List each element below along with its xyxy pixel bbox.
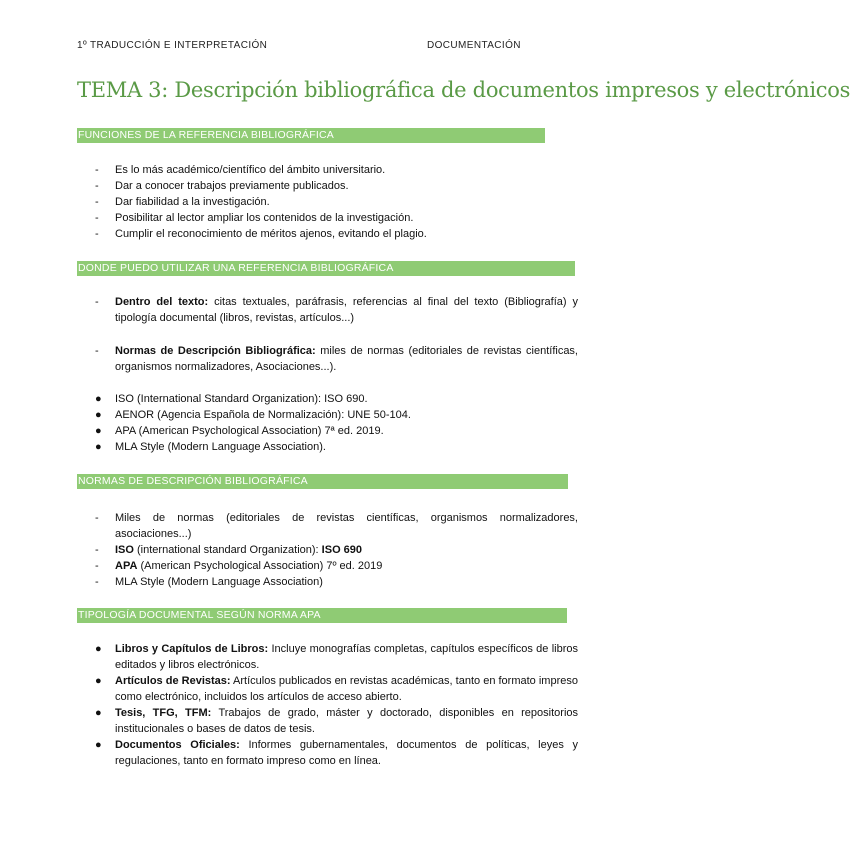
section-heading-donde: DONDE PUEDO UTILIZAR UNA REFERENCIA BIBLIOGRÁFICA (77, 261, 575, 276)
list-normas-dash (95, 343, 578, 375)
list-item: ● ISO (International Standard Organization): ISO 690. (95, 393, 368, 405)
list-item: - Miles de normas (editoriales de revistas científicas, organismos normalizadores, asociaciones...) (95, 512, 578, 540)
list-item: - MLA Style (Modern Language Association) (95, 576, 323, 588)
page-title: TEMA 3: Descripción bibliográfica de documentos impresos y electrónicos (77, 78, 850, 102)
list-item: ● APA (American Psychological Association) 7ª ed. 2019. (95, 425, 384, 437)
list-item: - Dentro del texto: citas textuales, paráfrasis, referencias al final del texto (Bibliografía) y tipología documental (libros, revistas, artículos...) (95, 296, 578, 324)
list-tipologia (95, 641, 578, 769)
list-item: - Posibilitar al lector ampliar los contenidos de la investigación. (95, 212, 414, 224)
list-funciones (95, 162, 578, 242)
section-heading-tipologia: TIPOLOGÍA DOCUMENTAL SEGÚN NORMA APA (77, 608, 567, 623)
list-item: ● Artículos de Revistas: Artículos publicados en revistas académicas, tanto en formato impreso como electrónico, incluidos los artículos de acceso abierto. (95, 675, 578, 703)
list-item: - Dar a conocer trabajos previamente publicados. (95, 180, 349, 192)
list-item: - Es lo más académico/científico del ámbito universitario. (95, 164, 386, 176)
list-item: ● Documentos Oficiales: Informes gubernamentales, documentos de políticas, leyes y regulaciones, tanto en formato impreso como en línea. (95, 739, 578, 767)
list-donde (95, 294, 578, 326)
list-item: ● Tesis, TFG, TFM: Trabajos de grado, máster y doctorado, disponibles en repositorios institucionales o bases de datos de tesis. (95, 707, 579, 735)
list-item: ● MLA Style (Modern Language Association). (95, 441, 326, 453)
header-subject: DOCUMENTACIÓN (427, 40, 521, 51)
list-item: - Cumplir el reconocimiento de méritos ajenos, evitando el plagio. (95, 228, 427, 240)
list-item: - Dar fiabilidad a la investigación. (95, 196, 270, 208)
list-normas (95, 510, 578, 590)
header-course: 1º TRADUCCIÓN E INTERPRETACIÓN (77, 40, 268, 51)
section-heading-funciones: FUNCIONES DE LA REFERENCIA BIBLIOGRÁFICA (77, 128, 545, 143)
list-item: - APA (American Psychological Association) 7º ed. 2019 (95, 560, 383, 572)
list-normas-bullets (95, 391, 578, 455)
list-item: ● AENOR (Agencia Española de Normalización): UNE 50-104. (95, 409, 411, 421)
list-item: ● Libros y Capítulos de Libros: Incluye monografías completas, capítulos específicos de libros editados y libros electrónicos. (95, 643, 579, 671)
section-heading-normas: NORMAS DE DESCRIPCIÓN BIBLIOGRÁFICA (77, 474, 568, 489)
list-item: - ISO (international standard Organization): ISO 690 (95, 544, 363, 556)
list-item: - Normas de Descripción Bibliográfica: miles de normas (editoriales de revistas científicas, organismos normalizadores, Asociaciones...). (95, 345, 578, 373)
